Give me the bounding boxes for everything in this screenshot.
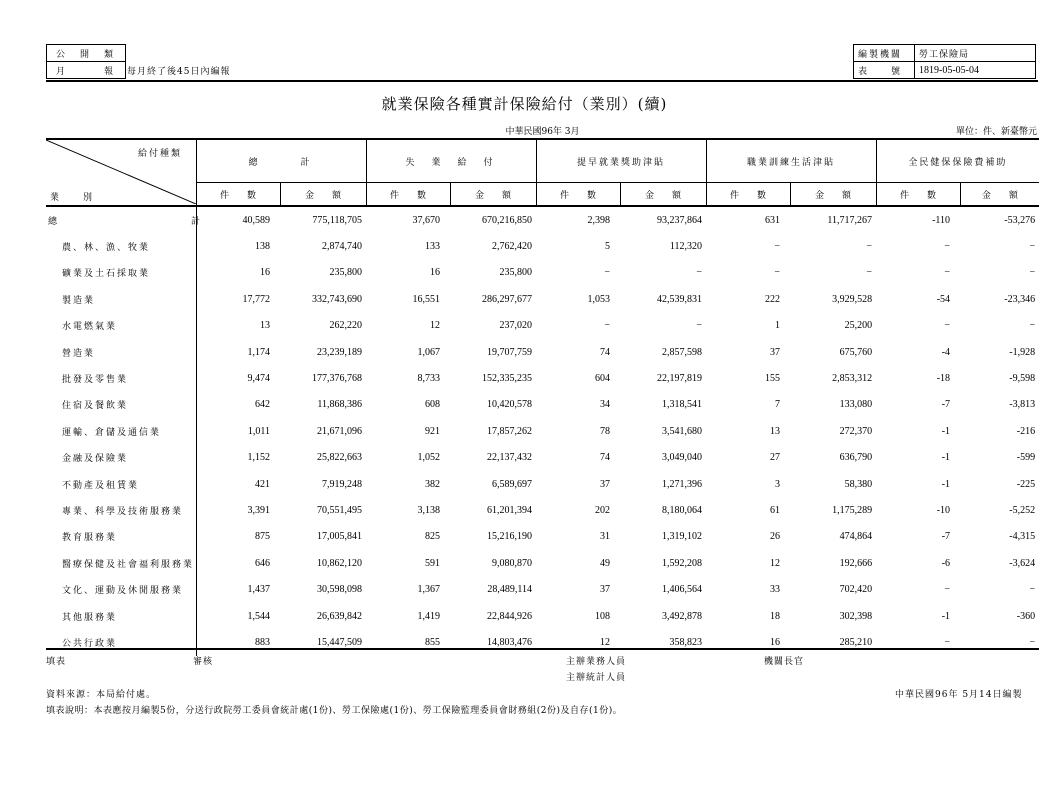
amount-cell: -360	[1016, 610, 1036, 622]
amount-cell: -216	[1016, 425, 1036, 437]
table-row	[46, 392, 1039, 418]
form-number-label: 表 號	[854, 62, 915, 79]
corner-bottom-label: 業 別	[50, 193, 95, 203]
count-cell: 1,052	[417, 452, 441, 464]
count-cell: 31	[600, 531, 611, 543]
amount-cell: 235,800	[499, 267, 533, 279]
count-cell: 108	[595, 610, 611, 622]
count-cell: 40,589	[242, 214, 270, 226]
count-cell: −	[944, 267, 951, 279]
amount-cell: 133,080	[839, 399, 873, 411]
industry-name: 金融及保險業	[46, 445, 196, 471]
amount-cell: 670,216,850	[482, 214, 533, 226]
amount-cell: 1,318,541	[662, 399, 703, 411]
industry-name: 公共行政業	[46, 629, 196, 655]
count-cell: 1,011	[247, 425, 270, 437]
amount-cell: -9,598	[1009, 373, 1036, 385]
subheader-amount: 金 額	[450, 183, 536, 207]
agency-head-label: 機關長官	[764, 657, 805, 667]
count-cell: 1,544	[247, 610, 270, 622]
group-header-unemployment: 失 業 給 付	[366, 139, 536, 183]
unit-note: 單位：件、新臺幣元	[955, 127, 1037, 137]
count-cell: -1	[941, 478, 951, 490]
page-title: 就業保險各種實計保險給付（業別）(續)	[381, 95, 668, 113]
amount-cell: 262,220	[329, 320, 363, 332]
table-row	[46, 365, 1039, 391]
amount-cell: 6,589,697	[492, 478, 533, 490]
amount-cell: 58,380	[844, 478, 873, 490]
count-cell: 883	[255, 636, 270, 648]
header-right-box	[853, 44, 1036, 79]
count-cell: 74	[600, 346, 611, 358]
table-row	[46, 497, 1039, 523]
amount-cell: −	[1029, 584, 1036, 596]
count-cell: 133	[425, 241, 441, 253]
count-cell: −	[944, 584, 951, 596]
industry-name: 醫療保健及社會福利服務業	[46, 550, 196, 576]
amount-cell: 1,319,102	[662, 531, 703, 543]
count-cell: -7	[941, 531, 951, 543]
count-cell: 1,437	[247, 584, 270, 596]
benefits-table	[46, 138, 1039, 656]
count-cell: 1,067	[417, 346, 441, 358]
count-cell: 875	[255, 531, 270, 543]
count-cell: −	[944, 636, 951, 648]
report-period: 中華民國96年 3月	[505, 127, 580, 137]
count-cell: 921	[425, 425, 441, 437]
count-cell: 138	[255, 241, 270, 253]
count-cell: 34	[600, 399, 611, 411]
table-row	[46, 418, 1039, 444]
count-cell: 1,174	[247, 346, 270, 358]
count-cell: 16	[770, 636, 781, 648]
amount-cell: -3,624	[1009, 557, 1036, 569]
count-cell: 16	[260, 267, 270, 279]
count-cell: 608	[425, 399, 441, 411]
count-cell: −	[944, 320, 951, 332]
count-cell: 37	[600, 478, 611, 490]
amount-cell: 22,197,819	[657, 373, 703, 385]
amount-cell: 237,020	[499, 320, 533, 332]
count-cell: 33	[770, 584, 781, 596]
count-cell: -4	[941, 346, 951, 358]
statistics-supervisor-label: 主辦統計人員	[566, 673, 627, 683]
agency-label: 編製機關	[854, 45, 915, 62]
amount-cell: 70,551,495	[317, 504, 363, 516]
amount-cell: 192,666	[839, 557, 873, 569]
group-header-early-reemployment: 提早就業獎助津貼	[536, 139, 706, 183]
industry-name: 其他服務業	[46, 603, 196, 629]
data-source: 資料來源：本局給付處。	[46, 690, 157, 700]
amount-cell: −	[1029, 267, 1036, 279]
amount-cell: 1,271,396	[662, 478, 703, 490]
amount-cell: 286,297,677	[482, 293, 533, 305]
count-cell: -1	[941, 425, 951, 437]
amount-cell: 21,671,096	[317, 425, 363, 437]
count-cell: 8,733	[417, 373, 441, 385]
amount-cell: 17,857,262	[487, 425, 533, 437]
amount-cell: 25,822,663	[317, 452, 363, 464]
industry-name: 水電燃氣業	[46, 313, 196, 339]
subheader-amount: 金 額	[280, 183, 366, 207]
amount-cell: −	[866, 267, 873, 279]
table-row	[46, 550, 1039, 576]
amount-cell: 2,874,740	[322, 241, 363, 253]
amount-cell: 17,005,841	[317, 531, 363, 543]
amount-cell: 30,598,098	[317, 584, 363, 596]
count-cell: 17,772	[242, 293, 270, 305]
amount-cell: -23,346	[1004, 293, 1036, 305]
amount-cell: 15,216,190	[487, 531, 533, 543]
count-cell: 3,391	[247, 504, 270, 516]
table-row	[46, 339, 1039, 365]
count-cell: 1	[775, 320, 781, 332]
subheader-count: 件 數	[366, 183, 450, 207]
industry-name: 礦業及土石採取業	[46, 260, 196, 286]
count-cell: 9,474	[247, 373, 270, 385]
header-left-label-1: 公 開 類	[47, 45, 126, 62]
amount-cell: 1,406,564	[662, 584, 703, 596]
report-schedule: 每月終了後45日內編報	[127, 67, 231, 77]
amount-cell: 272,370	[839, 425, 873, 437]
amount-cell: 2,762,420	[492, 241, 533, 253]
count-cell: 155	[765, 373, 781, 385]
amount-cell: 11,868,386	[317, 399, 363, 411]
amount-cell: 11,717,267	[827, 214, 873, 226]
amount-cell: 1,175,289	[832, 504, 873, 516]
bottom-rule	[46, 648, 1039, 650]
industry-name: 營造業	[46, 339, 196, 365]
count-cell: 3	[775, 478, 781, 490]
amount-cell: 302,398	[839, 610, 873, 622]
count-cell: 12	[430, 320, 441, 332]
count-cell: 16	[430, 267, 441, 279]
count-cell: 27	[770, 452, 781, 464]
amount-cell: 22,844,926	[487, 610, 533, 622]
amount-cell: −	[696, 320, 703, 332]
amount-cell: 42,539,831	[657, 293, 703, 305]
amount-cell: 152,335,235	[482, 373, 533, 385]
count-cell: 642	[255, 399, 270, 411]
amount-cell: 474,864	[839, 531, 873, 543]
count-cell: 16,551	[412, 293, 441, 305]
amount-cell: -4,315	[1009, 531, 1036, 543]
count-cell: 825	[425, 531, 441, 543]
business-supervisor-label: 主辦業務人員	[566, 657, 627, 667]
count-cell: 37,670	[412, 214, 441, 226]
amount-cell: 23,239,189	[317, 346, 363, 358]
subheader-count: 件 數	[536, 183, 620, 207]
count-cell: -10	[936, 504, 951, 516]
count-cell: −	[944, 241, 951, 253]
subheader-count: 件 數	[876, 183, 960, 207]
amount-cell: 358,823	[669, 636, 703, 648]
count-cell: -6	[941, 557, 951, 569]
count-cell: 37	[770, 346, 781, 358]
amount-cell: -1,928	[1009, 346, 1036, 358]
count-cell: 13	[770, 425, 781, 437]
amount-cell: −	[1029, 320, 1036, 332]
table-row	[46, 524, 1039, 550]
corner-top-label: 給付種類	[138, 149, 183, 159]
amount-cell: 2,853,312	[832, 373, 873, 385]
count-cell: 37	[600, 584, 611, 596]
amount-cell: -53,276	[1004, 214, 1036, 226]
amount-cell: 22,137,432	[487, 452, 533, 464]
count-cell: 7	[775, 399, 781, 411]
amount-cell: 285,210	[839, 636, 873, 648]
corner-header	[46, 139, 196, 206]
count-cell: 5	[605, 241, 611, 253]
industry-name: 農、林、漁、牧業	[46, 233, 196, 259]
count-cell: 49	[600, 557, 611, 569]
amount-cell: 25,200	[844, 320, 873, 332]
amount-cell: 8,180,064	[662, 504, 703, 516]
table-row	[46, 629, 1039, 655]
count-cell: 12	[600, 636, 611, 648]
total-row	[46, 206, 1039, 233]
amount-cell: -599	[1016, 452, 1036, 464]
amount-cell: 28,489,114	[487, 584, 533, 596]
group-header-total: 總 計	[196, 139, 366, 183]
amount-cell: 675,760	[839, 346, 873, 358]
count-cell: 78	[600, 425, 611, 437]
count-cell: −	[604, 320, 611, 332]
amount-cell: 19,707,759	[487, 346, 533, 358]
count-cell: 2,398	[587, 214, 611, 226]
amount-cell: -5,252	[1009, 504, 1036, 516]
subheader-count: 件 數	[196, 183, 280, 207]
amount-cell: 332,743,690	[312, 293, 363, 305]
industry-name: 教育服務業	[46, 524, 196, 550]
amount-cell: −	[1029, 241, 1036, 253]
amount-cell: 7,919,248	[322, 478, 363, 490]
table-row	[46, 576, 1039, 602]
industry-name: 文化、運動及休閒服務業	[46, 576, 196, 602]
amount-cell: 2,857,598	[662, 346, 703, 358]
compiled-date: 中華民國96年 5月14日編製	[895, 690, 1023, 700]
amount-cell: 112,320	[669, 241, 703, 253]
table-row	[46, 313, 1039, 339]
table-row	[46, 286, 1039, 312]
amount-cell: −	[1029, 636, 1036, 648]
count-cell: -110	[932, 214, 951, 226]
count-cell: 1,367	[417, 584, 441, 596]
amount-cell: 15,447,509	[317, 636, 363, 648]
count-cell: −	[604, 267, 611, 279]
count-cell: -1	[941, 452, 951, 464]
amount-cell: 61,201,394	[487, 504, 533, 516]
form-number-value: 1819-05-05-04	[915, 62, 1036, 79]
amount-cell: 93,237,864	[657, 214, 703, 226]
count-cell: 591	[425, 557, 441, 569]
amount-cell: 10,862,120	[317, 557, 363, 569]
industry-name: 專業、科學及技術服務業	[46, 497, 196, 523]
table-row	[46, 445, 1039, 471]
amount-cell: 177,376,768	[312, 373, 363, 385]
amount-cell: 10,420,578	[487, 399, 533, 411]
count-cell: 26	[770, 531, 781, 543]
agency-value: 勞工保險局	[915, 45, 1036, 62]
count-cell: 61	[770, 504, 781, 516]
industry-name: 總 計	[46, 206, 196, 233]
count-cell: 1,152	[247, 452, 270, 464]
subheader-amount: 金 額	[960, 183, 1039, 207]
subheader-amount: 金 額	[790, 183, 876, 207]
count-cell: 421	[255, 478, 270, 490]
amount-cell: 9,080,870	[492, 557, 533, 569]
count-cell: 18	[770, 610, 781, 622]
amount-cell: -225	[1016, 478, 1036, 490]
amount-cell: 235,800	[329, 267, 363, 279]
count-cell: 13	[260, 320, 270, 332]
amount-cell: 3,929,528	[832, 293, 873, 305]
table-row	[46, 603, 1039, 629]
count-cell: -1	[941, 610, 951, 622]
header-left-box	[46, 44, 126, 79]
count-cell: 222	[765, 293, 781, 305]
count-cell: 631	[765, 214, 781, 226]
count-cell: 646	[255, 557, 270, 569]
count-cell: 12	[770, 557, 781, 569]
amount-cell: 3,492,878	[662, 610, 703, 622]
amount-cell: 3,541,680	[662, 425, 703, 437]
industry-name: 不動產及租賃業	[46, 471, 196, 497]
count-cell: 382	[425, 478, 441, 490]
count-cell: 3,138	[417, 504, 441, 516]
table-row	[46, 233, 1039, 259]
industry-name: 製造業	[46, 286, 196, 312]
industry-name: 住宿及餐飲業	[46, 392, 196, 418]
count-cell: −	[774, 241, 781, 253]
count-cell: 1,419	[417, 610, 441, 622]
industry-name: 批發及零售業	[46, 365, 196, 391]
amount-cell: 636,790	[839, 452, 873, 464]
count-cell: -18	[936, 373, 951, 385]
subheader-count: 件 數	[706, 183, 790, 207]
table-row	[46, 260, 1039, 286]
amount-cell: −	[866, 241, 873, 253]
subheader-amount: 金 額	[620, 183, 706, 207]
count-cell: 855	[425, 636, 441, 648]
count-cell: −	[774, 267, 781, 279]
group-header-vocational-training: 職業訓練生活津貼	[706, 139, 876, 183]
amount-cell: 702,420	[839, 584, 873, 596]
amount-cell: −	[696, 267, 703, 279]
amount-cell: 1,592,208	[662, 557, 703, 569]
group-header-health-insurance-subsidy: 全民健保保險費補助	[876, 139, 1039, 183]
filler-label: 填表	[46, 657, 67, 667]
count-cell: -7	[941, 399, 951, 411]
header-left-label-2: 月 報	[47, 62, 126, 79]
reviewer-label: 審核	[193, 657, 214, 667]
count-cell: 202	[595, 504, 611, 516]
count-cell: 604	[595, 373, 611, 385]
amount-cell: 3,049,040	[662, 452, 703, 464]
filing-note: 填表說明：本表應按月編製5份，分送行政院勞工委員會統計處(1份)、勞工保險處(1份)、勞工保險監理委員會財務組(2份)及自存(1份)。	[46, 706, 623, 716]
amount-cell: 14,803,476	[487, 636, 533, 648]
table-row	[46, 471, 1039, 497]
count-cell: 1,053	[587, 293, 611, 305]
count-cell: -54	[936, 293, 951, 305]
amount-cell: 775,118,705	[312, 214, 363, 226]
amount-cell: -3,813	[1009, 399, 1036, 411]
amount-cell: 26,639,842	[317, 610, 363, 622]
count-cell: 74	[600, 452, 611, 464]
industry-name: 運輸、倉儲及通信業	[46, 418, 196, 444]
top-rule	[46, 80, 1038, 82]
